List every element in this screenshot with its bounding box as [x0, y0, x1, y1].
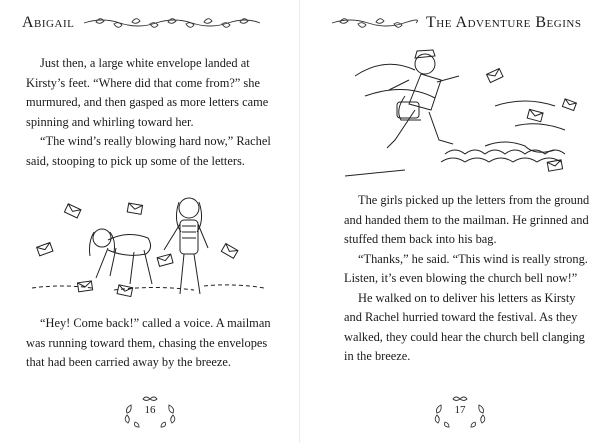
right-text — [344, 191, 590, 367]
left-folio — [115, 395, 185, 429]
left-page-number: 16 — [144, 404, 156, 416]
left-paragraph-3: “Hey! Come back!” called a voice. A mailman was running toward them, chasing the envelopes that had been carried away by the breeze. — [26, 316, 271, 369]
right-page-number: 17 — [454, 404, 466, 416]
right-paragraph-3: He walked on to deliver his letters as Kirsty and Rachel hurried toward the festival. As they walked, they could hear the church bell clanging in the breeze. — [344, 290, 585, 363]
left-paragraph-1: Just then, a large white envelope landed at Kirsty’s feet. “Where did that come from?” she murmured, and then gasped as more letters came spinning and whirling toward her. — [26, 56, 269, 129]
right-page — [300, 0, 600, 443]
left-running-head — [22, 12, 262, 34]
right-folio — [425, 395, 495, 429]
right-paragraph-1: The girls picked up the letters from the ground and handed them to the mailman. He grinned and stuffed them back into his bag. — [344, 193, 590, 246]
leaf-vine-ornament-icon — [330, 15, 418, 31]
left-running-head-title: Abigail — [22, 14, 75, 31]
left-text-bottom — [26, 314, 274, 373]
right-running-head — [330, 12, 581, 34]
leaf-vine-ornament-icon — [82, 15, 262, 31]
girls-picking-up-letters-illustration — [24, 190, 274, 300]
right-paragraph-2: “Thanks,” he said. “This wind is really strong. Listen, it’s even blowing the church bell now!” — [344, 251, 588, 285]
left-paragraph-2: “The wind’s really blowing hard now,” Rachel said, stooping to pick up some of the letters. — [26, 134, 271, 168]
mailman-chasing-letters-illustration — [345, 36, 585, 186]
left-text-top — [26, 54, 274, 171]
right-running-head-title: The Adventure Begins — [426, 14, 582, 31]
